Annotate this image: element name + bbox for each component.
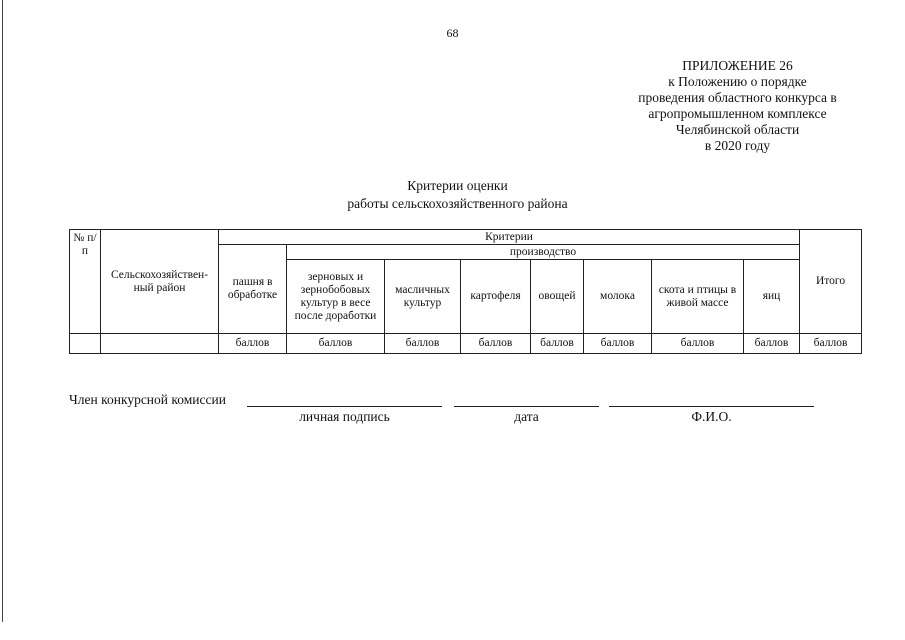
header-vegetables: овощей [531,260,584,334]
appendix-line: ПРИЛОЖЕНИЕ 26 [682,58,793,73]
title-line: работы сельскохозяйственного района [347,196,568,211]
unit-cell: баллов [461,334,531,354]
header-district: Сельскохозяйствен-ный район [101,230,219,334]
name-line [609,406,814,407]
header-livestock: скота и птицы в живой массе [652,260,744,334]
unit-cell: баллов [531,334,584,354]
signature-label: Член конкурсной комиссии [69,392,226,407]
signature-caption: личная подпись [299,409,390,424]
appendix-line: Челябинской области [675,122,800,137]
signature-line [247,406,442,407]
document-title [300,177,615,213]
header-grain: зерновых и зернобобовых культур в весе после доработки [287,260,385,334]
cell-empty [101,334,219,354]
header-production: производство [287,245,800,260]
header-oilseeds: масличных культур [385,260,461,334]
criteria-table [69,229,862,354]
header-eggs: яиц [744,260,800,334]
appendix-line: в 2020 году [704,138,771,153]
header-milk: молока [584,260,652,334]
header-criteria: Критерии [219,230,800,245]
signature-block [69,392,869,432]
header-potatoes: картофеля [461,260,531,334]
unit-cell: баллов [385,334,461,354]
name-caption: Ф.И.О. [691,409,732,424]
unit-cell: баллов [652,334,744,354]
unit-cell: баллов [287,334,385,354]
date-line [454,406,599,407]
page-left-border [2,0,3,622]
title-line: Критерии оценки [407,178,508,193]
date-caption: дата [514,409,539,424]
appendix-line: к Положению о порядке [668,74,807,89]
header-arable-land: пашня в обработке [219,245,287,334]
unit-cell: баллов [584,334,652,354]
appendix-line: проведения областного конкурса в [638,90,837,105]
unit-cell: баллов [744,334,800,354]
cell-empty [70,334,101,354]
appendix-header [600,58,875,154]
header-total: Итого [800,230,862,334]
page-number: 68 [446,26,459,40]
unit-cell: баллов [800,334,862,354]
unit-cell: баллов [219,334,287,354]
appendix-line: агропромышленном комплексе [648,106,827,121]
header-number: № п/п [70,230,101,334]
